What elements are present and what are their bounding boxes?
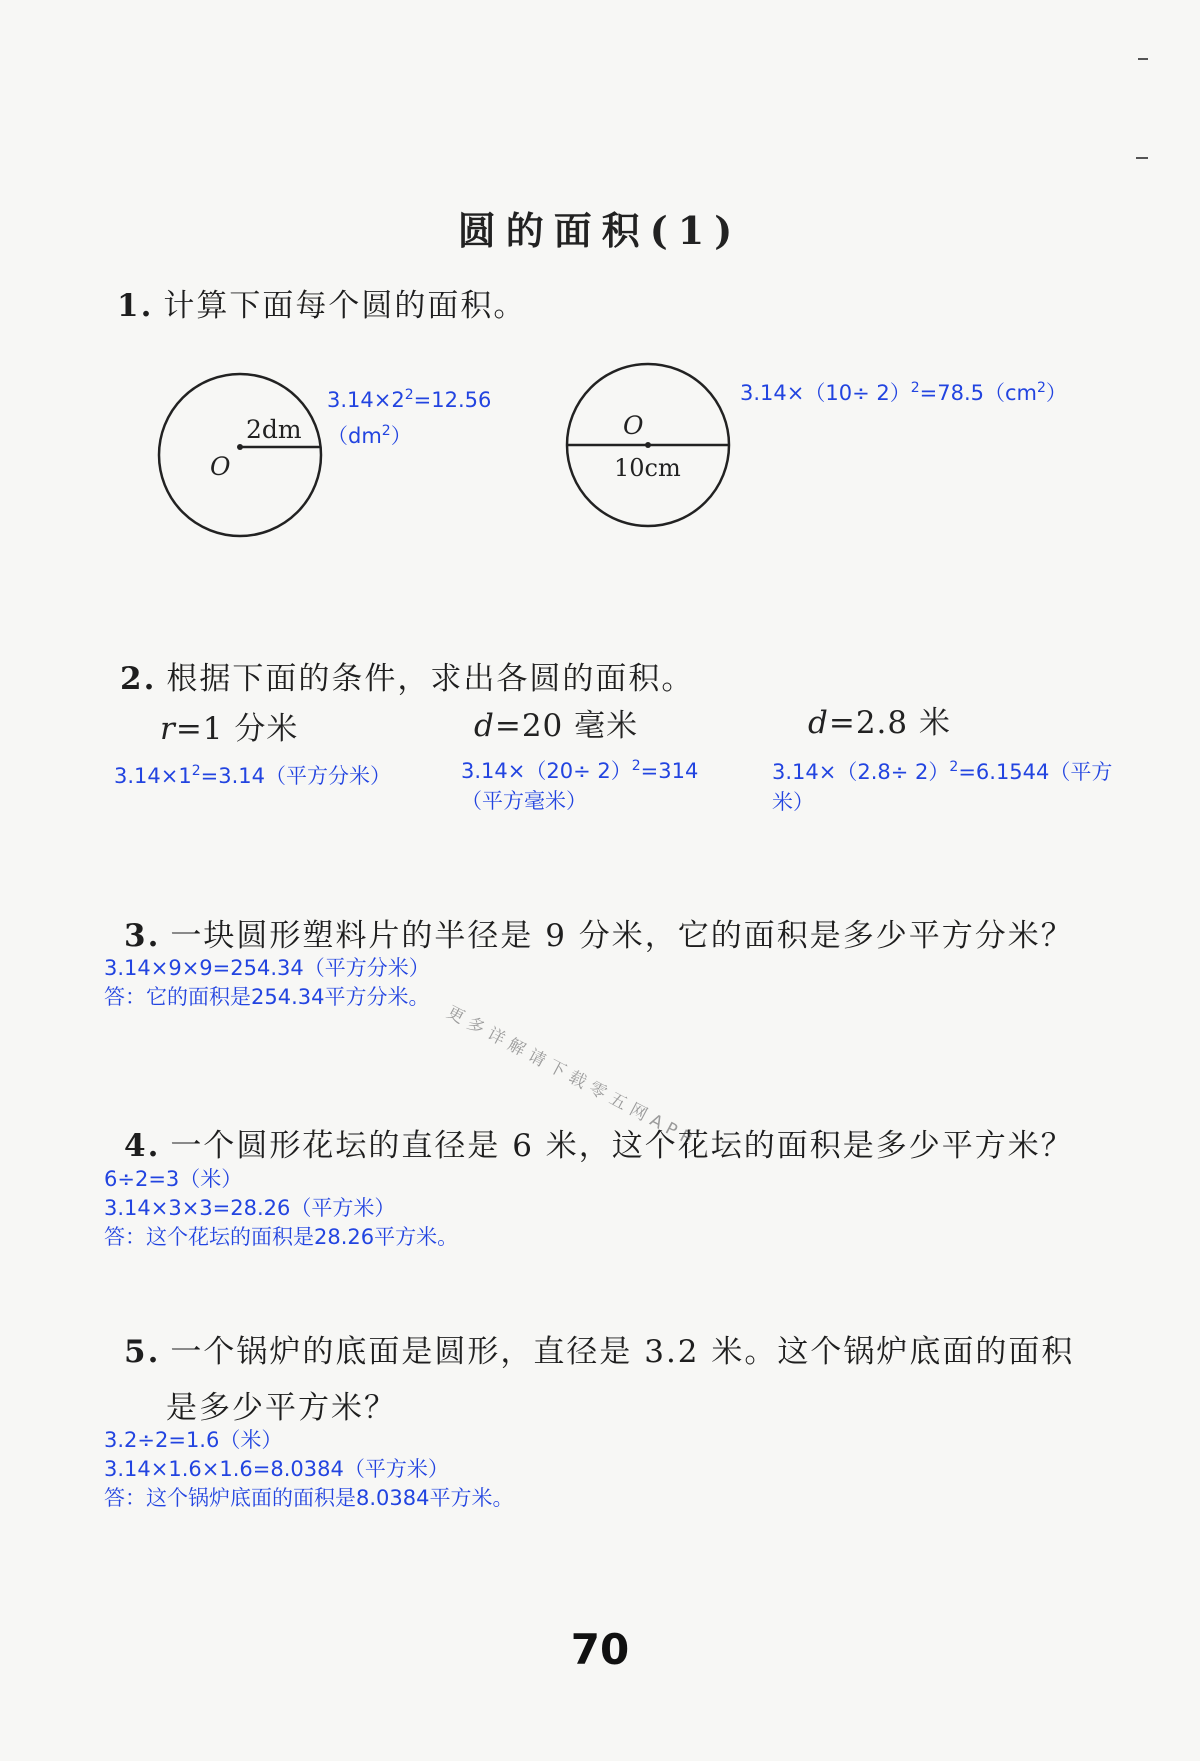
condition-1: r=1 分米 xyxy=(160,711,299,747)
question-text: 一个圆形花坛的直径是 6 米，这个花坛的面积是多少平方米？ xyxy=(170,1128,1074,1164)
scan-mark xyxy=(1138,58,1148,60)
question-text: 计算下面每个圆的面积。 xyxy=(163,288,527,324)
answer-3-line-1: 3.14×9×9=254.34（平方分米） xyxy=(104,956,430,980)
radius-label: 2dm xyxy=(246,415,302,444)
question-3 xyxy=(124,910,1074,955)
question-1 xyxy=(117,280,526,325)
center-label: O xyxy=(210,452,231,481)
condition-2: d=20 毫米 xyxy=(474,708,639,744)
question-4 xyxy=(124,1120,1074,1165)
question-text: 根据下面的条件，求出各圆的面积。 xyxy=(166,661,695,697)
answer-4-line-3: 答：这个花坛的面积是28.26平方米。 xyxy=(104,1225,459,1249)
center-label: O xyxy=(623,411,644,440)
answer-1-circle-2: $3.14\times(10\div 2)^2=78.5(cm^2)$ xyxy=(740,380,1067,405)
question-number: 1. xyxy=(117,288,154,324)
answer-4-line-1: 6÷2=3（米） xyxy=(104,1167,243,1191)
answer-1-circle-1: $3.14\times 2^2=12.56$ xyxy=(327,387,492,412)
circle-figure-2 xyxy=(558,355,738,535)
question-text: 一块圆形塑料片的半径是 9 分米，它的面积是多少平方分米？ xyxy=(170,918,1074,954)
answer-2-2: $3.14\times(20\div 2)^2=314$ xyxy=(461,758,699,783)
circle-outline xyxy=(159,374,321,536)
question-5-line-2: 是多少平方米？ xyxy=(166,1390,397,1426)
answer-5-line-2: 3.14×1.6×1.6=8.0384（平方米） xyxy=(104,1457,449,1481)
answer-2-3-unit: 米） xyxy=(772,790,814,814)
question-5 xyxy=(124,1326,1074,1371)
center-point xyxy=(645,442,651,448)
question-number: 3. xyxy=(124,918,161,954)
question-2 xyxy=(120,653,694,698)
answer-5-line-1: 3.2÷2=1.6（米） xyxy=(104,1428,283,1452)
answer-4-line-2: 3.14×3×3=28.26（平方米） xyxy=(104,1196,396,1220)
scan-mark xyxy=(1136,157,1148,159)
question-text: 一个锅炉的底面是圆形，直径是 3.2 米。这个锅炉底面的面积 xyxy=(170,1334,1075,1370)
answer-2-3: $3.14\times(2.8\div 2)^2=6.1544$（平方 xyxy=(772,759,1113,784)
answer-2-1: $3.14\times 1^2=3.14$（平方分米） xyxy=(114,763,391,788)
answer-5-line-3: 答：这个锅炉底面的面积是8.0384平方米。 xyxy=(104,1486,514,1510)
center-point xyxy=(237,444,243,450)
condition-3: d=2.8 米 xyxy=(808,705,951,741)
answer-3-line-2: 答：它的面积是254.34平方分米。 xyxy=(104,985,430,1009)
circle-figure-1 xyxy=(150,365,330,545)
page-title: 圆的面积(1) xyxy=(457,208,743,253)
answer-1-circle-1-unit: $(dm^2)$ xyxy=(327,423,412,448)
question-number: 4. xyxy=(124,1128,161,1164)
watermark: 更多详解请下载零五网APP xyxy=(443,1002,701,1152)
diameter-label: 10cm xyxy=(614,454,681,482)
page-number: 70 xyxy=(570,1625,630,1674)
question-number: 5. xyxy=(124,1334,161,1370)
answer-2-2-unit: （平方毫米） xyxy=(461,789,587,813)
question-number: 2. xyxy=(120,661,157,697)
